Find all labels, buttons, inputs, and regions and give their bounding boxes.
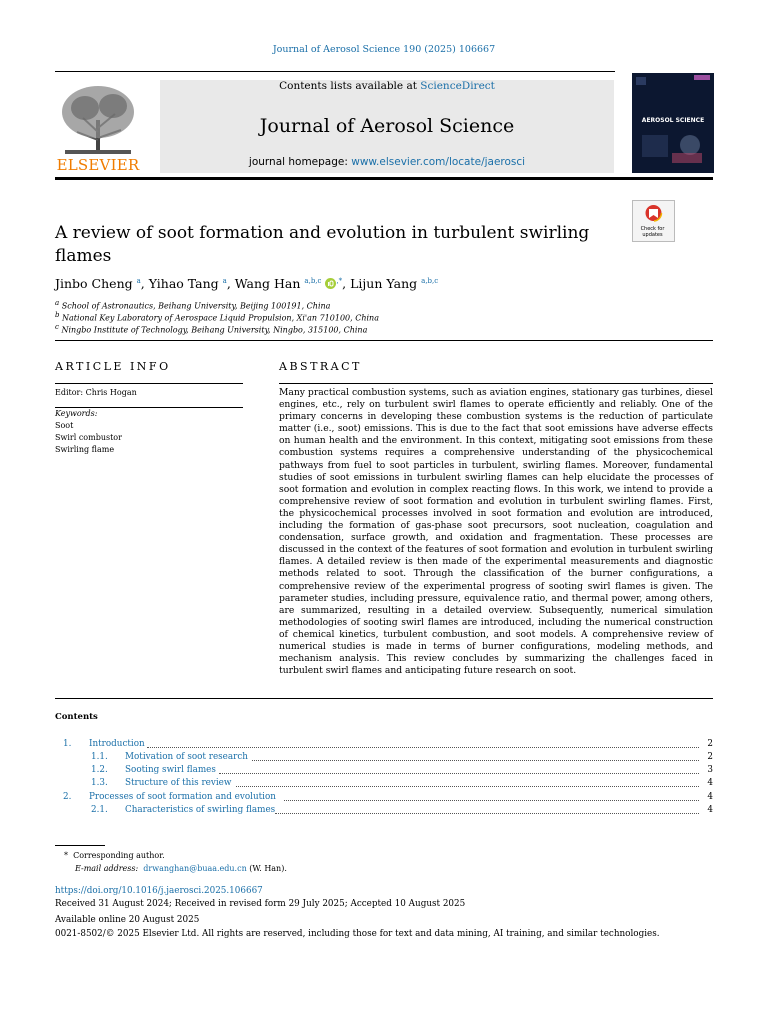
author-affiliation-sup[interactable]: a,b,c bbox=[304, 276, 322, 285]
article-info-heading: ARTICLE INFO bbox=[55, 360, 171, 373]
corresponding-author-footnote bbox=[64, 851, 165, 860]
keyword-item: Soot bbox=[55, 421, 74, 430]
homepage-link[interactable]: www.elsevier.com/locate/jaerosci bbox=[351, 156, 526, 168]
toc-entry[interactable] bbox=[55, 752, 713, 765]
toc-leader bbox=[275, 805, 699, 814]
abstract-divider bbox=[279, 383, 713, 384]
top-divider bbox=[55, 71, 615, 72]
copyright-line: 0021-8502/© 2025 Elsevier Ltd. All rights are reserved, including those for text and data mining, AI training, and similar technologies. bbox=[55, 929, 660, 939]
toc-page: 4 bbox=[707, 792, 713, 802]
cover-title: AEROSOL SCIENCE bbox=[641, 117, 705, 124]
corresponding-author-mark[interactable]: ,* bbox=[336, 276, 343, 285]
toc-number[interactable]: 2. bbox=[63, 792, 72, 802]
email-link[interactable]: drwanghan@buaa.edu.cn bbox=[143, 864, 247, 873]
editor-line: Editor: Chris Hogan bbox=[55, 388, 137, 397]
email-suffix: (W. Han). bbox=[249, 864, 287, 873]
footnote-divider bbox=[55, 845, 105, 846]
toc-page: 3 bbox=[707, 765, 713, 775]
author-list: Jinbo Cheng $^a$, Yihao Tang $^a$, Wang Han $^{a,b,c}$ ,*, Lijun Yang $^{a,b,c}$ bbox=[55, 276, 439, 291]
contents-divider bbox=[55, 698, 713, 699]
toc-number[interactable]: 2.1. bbox=[91, 805, 108, 815]
toc-entry[interactable] bbox=[55, 805, 713, 818]
toc-title[interactable]: Characteristics of swirling flames bbox=[125, 805, 276, 815]
affiliation-text: National Key Laboratory of Aerospace Liquid Propulsion, Xi'an 710100, China bbox=[62, 313, 379, 323]
contents-prefix: Contents lists available at bbox=[279, 80, 421, 92]
affiliation-item bbox=[55, 299, 330, 311]
email-footnote bbox=[75, 864, 287, 873]
toc-title[interactable]: Sooting swirl flames bbox=[125, 765, 216, 775]
toc-number[interactable]: 1. bbox=[63, 739, 72, 749]
keywords-label: Keywords: bbox=[55, 409, 98, 418]
journal-name: Journal of Aerosol Science bbox=[259, 115, 515, 137]
affiliation-letter: b bbox=[55, 311, 60, 319]
toc-entry[interactable] bbox=[55, 778, 713, 791]
author-affiliation-sup[interactable]: a bbox=[136, 276, 141, 285]
affiliation-letter: a bbox=[55, 299, 60, 307]
available-online-date: Available online 20 August 2025 bbox=[55, 915, 200, 925]
paper-title: A review of soot formation and evolution in turbulent swirling flames bbox=[55, 223, 590, 266]
abstract-body: Many practical combustion systems, such as aviation engines, stationary gas turbines, diesel engines, etc., rely on turbulent swirl flames to operate efficiently and reliably. One of the primary concerns in developing these combustion systems is the reduction of particulate matter (i.e., soot) emissions. This is due to the fact that soot emissions have adverse effects on human health and the environment. In this context, mitigating soot emissions from these combustion systems requires a comprehensive understanding of the physicochemical pathways from fuel to soot particles in turbulent, swirling flames. Moreover, fundamental studies of soot emissions in turbulent swirling flames can help elucidate the processes of soot formation and evolution in complex reacting flows. In this work, we intend to provide a comprehensive review of soot formation and evolution in turbulent swirling flames. First, the physicochemical processes involved in soot formation and evolution are introduced, including the formation of gas-phase soot precursors, soot nucleation, coagulation and condensation, surface growth, and oxidation and fragmentation. These processes are discussed in the context of the features of soot formation and evolution in turbulent swirling flames. A detailed review is then made of the experimental measurements and diagnostic methods related to soot. Through the classification of the burner configurations, a comprehensive review of the experimental progress of sooting swirl flames is given. The parameter studies, including pressure, equivalence ratio, and thermal power, among others, are summarized, resulting in a detailed overview. Subsequently, numerical simulation methodologies of sooting swirl flames are introduced, including the numerical construction of chemical kinetics, turbulent combustion, and soot models. A comprehensive review of numerical studies is made in terms of burner configurations, modeling methods, and mechanism analysis. This review concludes by summarizing the challenges faced in turbulent swirl flames and anticipating future research on soot. bbox=[279, 387, 713, 677]
journal-homepage-line bbox=[160, 156, 614, 168]
keyword-item: Swirl combustor bbox=[55, 433, 122, 442]
toc-page: 4 bbox=[707, 805, 713, 815]
author-name[interactable]: Jinbo Cheng bbox=[55, 276, 133, 291]
toc-page: 2 bbox=[707, 739, 713, 749]
received-dates: Received 31 August 2024; Received in revised form 29 July 2025; Accepted 10 August 2025 bbox=[55, 899, 466, 909]
toc-leader bbox=[236, 778, 699, 787]
check-updates-icon bbox=[633, 201, 674, 227]
contents-available-line bbox=[160, 80, 614, 92]
contents-heading: Contents bbox=[55, 712, 98, 722]
email-label: E-mail address: bbox=[75, 864, 139, 873]
orcid-icon[interactable] bbox=[325, 278, 336, 289]
abstract-heading: ABSTRACT bbox=[279, 360, 362, 373]
toc-page: 2 bbox=[707, 752, 713, 762]
sciencedirect-link[interactable]: ScienceDirect bbox=[420, 80, 495, 92]
footnote-text: Corresponding author. bbox=[73, 851, 165, 860]
toc-page: 4 bbox=[707, 778, 713, 788]
affiliation-item bbox=[55, 323, 367, 335]
author-name[interactable]: Yihao Tang bbox=[148, 276, 219, 291]
article-info-divider bbox=[55, 383, 243, 384]
toc-entry[interactable] bbox=[55, 739, 713, 752]
toc-leader bbox=[219, 765, 699, 774]
footnote-mark: * bbox=[64, 851, 68, 860]
toc-leader bbox=[147, 739, 699, 748]
toc-number[interactable]: 1.2. bbox=[91, 765, 108, 775]
toc-entry[interactable] bbox=[55, 765, 713, 778]
section-divider bbox=[55, 340, 713, 341]
doi-link[interactable]: https://doi.org/10.1016/j.jaerosci.2025.106667 bbox=[55, 886, 263, 896]
header-thick-divider bbox=[55, 177, 713, 180]
elsevier-wordmark: ELSEVIER bbox=[56, 156, 140, 174]
author-affiliation-sup[interactable]: a bbox=[222, 276, 227, 285]
affiliation-text: Ningbo Institute of Technology, Beihang University, Ningbo, 315100, China bbox=[61, 325, 368, 335]
toc-number[interactable]: 1.3. bbox=[91, 778, 108, 788]
homepage-prefix: journal homepage: bbox=[248, 156, 352, 168]
author-affiliation-sup[interactable]: a,b,c bbox=[421, 276, 439, 285]
affiliation-item bbox=[55, 311, 379, 323]
toc-title[interactable]: Processes of soot formation and evolution bbox=[89, 792, 276, 802]
affiliation-letter: c bbox=[55, 323, 59, 331]
affiliation-text: School of Astronautics, Beihang University, Beijing 100191, China bbox=[61, 301, 331, 311]
toc-entry[interactable] bbox=[55, 792, 713, 805]
toc-title[interactable]: Introduction bbox=[89, 739, 145, 749]
author-name[interactable]: Wang Han bbox=[234, 276, 301, 291]
toc-leader bbox=[284, 792, 699, 801]
journal-reference-link[interactable]: Journal of Aerosol Science 190 (2025) 106667 bbox=[272, 44, 496, 55]
author-name[interactable]: Lijun Yang bbox=[350, 276, 418, 291]
check-updates-label: Check for updates bbox=[640, 226, 665, 238]
toc-leader bbox=[252, 752, 699, 761]
toc-number[interactable]: 1.1. bbox=[91, 752, 108, 762]
toc-title[interactable]: Structure of this review bbox=[125, 778, 232, 788]
keyword-item: Swirling flame bbox=[55, 445, 115, 454]
toc-title[interactable]: Motivation of soot research bbox=[125, 752, 248, 762]
article-info-divider bbox=[55, 407, 243, 408]
